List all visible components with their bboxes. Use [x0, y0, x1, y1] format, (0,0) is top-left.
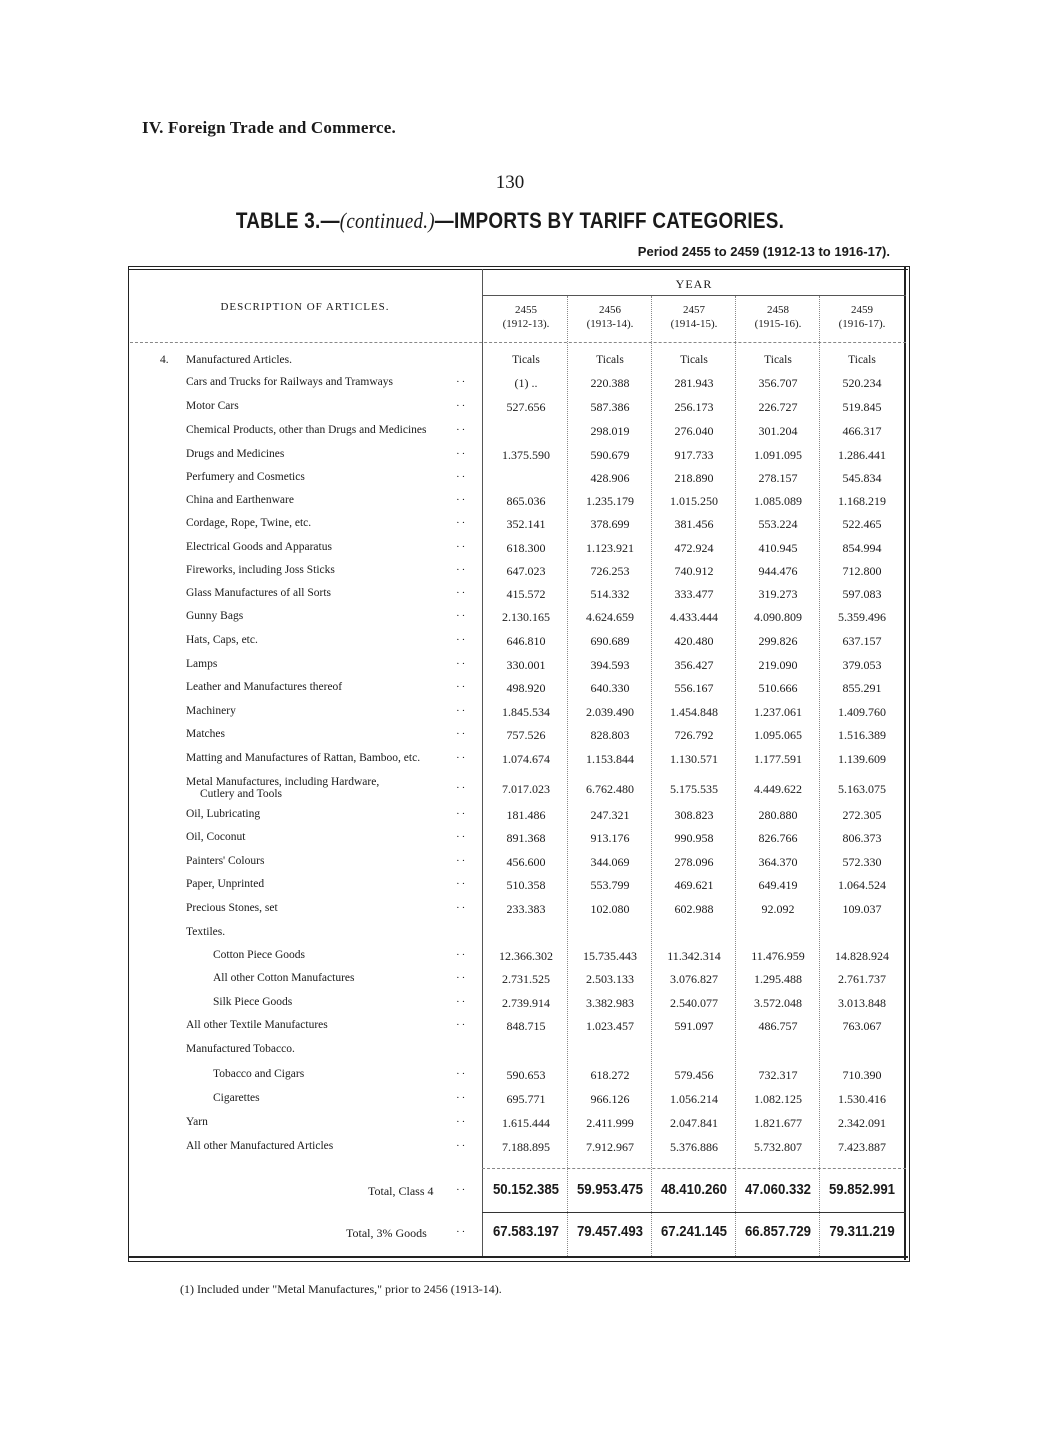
cell-value: 11.476.959 [751, 949, 805, 963]
cell-value: 415.572 [506, 587, 546, 601]
row-label: All other Cotton Manufactures [213, 972, 355, 984]
cell-value: 618.300 [506, 541, 546, 555]
cell-value: 7.188.895 [502, 1140, 550, 1154]
cell-value: 308.823 [674, 808, 714, 822]
cell-value: 966.126 [590, 1092, 630, 1106]
row-label: Motor Cars [186, 400, 239, 412]
cell-value: 1.295.488 [754, 972, 802, 986]
total-goods-value: 67.241.145 [660, 1223, 728, 1240]
cell-value: 14.828.924 [835, 949, 889, 963]
cell-value: 579.456 [674, 1068, 714, 1082]
cell-value: 826.766 [758, 831, 798, 845]
cell-value: 1.168.219 [838, 494, 886, 508]
leader-dots: ·· [456, 658, 468, 670]
cell-value: 256.173 [674, 400, 714, 414]
year-header: YEAR [675, 277, 713, 291]
cell-value: 587.386 [590, 400, 630, 414]
title-italic: (continued.) [339, 208, 435, 233]
cell-value: 428.906 [590, 471, 630, 485]
year-be: 2458 [767, 304, 789, 316]
leader-dots: ·· [456, 1116, 468, 1128]
leader-dots: ·· [456, 831, 468, 843]
cell-value: 527.656 [506, 400, 546, 414]
cell-value: 522.465 [842, 517, 882, 531]
cell-value: (1) .. [514, 376, 538, 390]
cell-value: 15.735.443 [583, 949, 637, 963]
row-label: Chemical Products, other than Drugs and Medicines [186, 424, 427, 436]
year-column-header [568, 303, 652, 331]
leader-dots: ·· [456, 448, 468, 460]
cell-value: 109.037 [842, 902, 882, 916]
year-ce: (1914-15). [670, 318, 718, 330]
cell-value: 356.707 [758, 376, 798, 390]
cell-value: 726.253 [590, 564, 630, 578]
total-goods-value: 66.857.729 [744, 1223, 812, 1240]
year-column-header [820, 303, 904, 331]
cell-value: 276.040 [674, 424, 714, 438]
cell-value: 1.064.524 [838, 878, 886, 892]
row-label: All other Manufactured Articles [186, 1140, 334, 1152]
leader-dots: ·· [456, 541, 468, 553]
cell-value: 5.163.075 [838, 782, 886, 796]
column-divider [651, 296, 652, 1256]
cell-value: 2.503.133 [586, 972, 634, 986]
leader-dots: ·· [456, 1140, 468, 1152]
leader-dots: ·· [456, 376, 468, 388]
cell-value: 233.383 [506, 902, 546, 916]
total-class-value: 47.060.332 [744, 1181, 812, 1198]
cell-value: 1.082.125 [754, 1092, 802, 1106]
cell-value: 590.653 [506, 1068, 546, 1082]
row-label: Cigarettes [213, 1092, 260, 1104]
header-rule [130, 342, 906, 343]
cell-value: 597.083 [842, 587, 882, 601]
leader-dots: ·· [456, 424, 468, 436]
total-class-value: 48.410.260 [660, 1181, 728, 1198]
cell-value: 763.067 [842, 1019, 882, 1033]
row-label: Drugs and Medicines [186, 448, 285, 460]
leader-dots: ·· [456, 564, 468, 576]
cell-value: 278.096 [674, 855, 714, 869]
leader-dots: ·· [456, 855, 468, 867]
footnote: (1) Included under "Metal Manufactures," prior to 2456 (1913-14). [180, 1282, 502, 1296]
leader-dots: ·· [456, 949, 468, 961]
leader-dots: ·· [456, 494, 468, 506]
cell-value: 5.376.886 [670, 1140, 718, 1154]
cell-value: 456.600 [506, 855, 546, 869]
leader-dots: ·· [456, 1092, 468, 1104]
cell-value: 394.593 [590, 658, 630, 672]
cell-value: 5.175.535 [670, 782, 718, 796]
cell-value: 590.679 [590, 448, 630, 462]
cell-value: 913.176 [590, 831, 630, 845]
total-goods-value: 79.457.493 [576, 1223, 644, 1240]
table-title [71, 208, 948, 234]
cell-value: 510.666 [758, 681, 798, 695]
cell-value: 3.382.983 [586, 996, 634, 1010]
row-label: Perfumery and Cosmetics [186, 471, 305, 483]
cell-value: 553.224 [758, 517, 798, 531]
unit-label: Ticals [512, 354, 540, 366]
leader-dots: ·· [456, 517, 468, 529]
title-prefix: TABLE 3.— [235, 208, 340, 233]
section-title: Manufactured Articles. [186, 354, 293, 366]
cell-value: 2.047.841 [670, 1116, 718, 1130]
cell-value: 855.291 [842, 681, 882, 695]
row-label: Electrical Goods and Apparatus [186, 541, 332, 553]
row-label: Precious Stones, set [186, 902, 278, 914]
cell-value: 466.317 [842, 424, 882, 438]
cell-value: 806.373 [842, 831, 882, 845]
cell-value: 299.826 [758, 634, 798, 648]
cell-value: 12.366.302 [499, 949, 553, 963]
cell-value: 381.456 [674, 517, 714, 531]
cell-value: 1.074.674 [502, 752, 550, 766]
description-header: DESCRIPTION OF ARTICLES. [220, 301, 390, 313]
cell-value: 378.699 [590, 517, 630, 531]
cell-value: 7.912.967 [586, 1140, 634, 1154]
cell-value: 553.799 [590, 878, 630, 892]
cell-value: 602.988 [674, 902, 714, 916]
total-goods-label: Total, 3% Goods [346, 1226, 427, 1240]
cell-value: 990.958 [674, 831, 714, 845]
subsection-heading: Textiles. [186, 926, 226, 938]
leader-dots: ·· [456, 1226, 468, 1238]
cell-value: 520.234 [842, 376, 882, 390]
row-label: Paper, Unprinted [186, 878, 265, 890]
leader-dots: ·· [456, 1184, 468, 1196]
year-ce: (1915-16). [754, 318, 802, 330]
leader-dots: ·· [456, 400, 468, 412]
cell-value: 352.141 [506, 517, 546, 531]
column-divider [482, 269, 483, 1256]
unit-label: Ticals [764, 354, 792, 366]
cell-value: 1.530.416 [838, 1092, 886, 1106]
cell-value: 280.880 [758, 808, 798, 822]
cell-value: 272.305 [842, 808, 882, 822]
cell-value: 545.834 [842, 471, 882, 485]
cell-value: 344.069 [590, 855, 630, 869]
cell-value: 486.757 [758, 1019, 798, 1033]
cell-value: 572.330 [842, 855, 882, 869]
cell-value: 649.419 [758, 878, 798, 892]
cell-value: 865.036 [506, 494, 546, 508]
cell-value: 247.321 [590, 808, 630, 822]
column-divider [819, 296, 820, 1256]
cell-value: 514.332 [590, 587, 630, 601]
year-column-header [484, 303, 568, 331]
cell-value: 364.370 [758, 855, 798, 869]
cell-value: 690.689 [590, 634, 630, 648]
cell-value: 220.388 [590, 376, 630, 390]
unit-label: Ticals [680, 354, 708, 366]
cell-value: 710.390 [842, 1068, 882, 1082]
cell-value: 226.727 [758, 400, 798, 414]
row-label: Cars and Trucks for Railways and Tramways [186, 376, 393, 388]
cell-value: 410.945 [758, 541, 798, 555]
leader-dots: ·· [456, 782, 468, 794]
year-be: 2455 [515, 304, 537, 316]
cell-value: 7.423.887 [838, 1140, 886, 1154]
row-label: Glass Manufactures of all Sorts [186, 587, 331, 599]
cell-value: 1.015.250 [670, 494, 718, 508]
cell-value: 1.375.590 [502, 448, 550, 462]
cell-value: 1.821.677 [754, 1116, 802, 1130]
row-label: Gunny Bags [186, 610, 244, 622]
cell-value: 712.800 [842, 564, 882, 578]
cell-value: 2.761.737 [838, 972, 886, 986]
cell-value: 469.621 [674, 878, 714, 892]
cell-value: 1.237.061 [754, 705, 802, 719]
cell-value: 1.056.214 [670, 1092, 718, 1106]
cell-value: 1.845.534 [502, 705, 550, 719]
row-label: Oil, Lubricating [186, 808, 261, 820]
leader-dots: ·· [456, 1019, 468, 1031]
cell-value: 944.476 [758, 564, 798, 578]
period-subtitle: Period 2455 to 2459 (1912-13 to 1916-17). [637, 244, 890, 259]
row-label: All other Textile Manufactures [186, 1019, 328, 1031]
leader-dots: ·· [456, 728, 468, 740]
cell-value: 4.449.622 [754, 782, 802, 796]
row-label: Fireworks, including Joss Sticks [186, 564, 335, 576]
cell-value: 1.177.591 [754, 752, 802, 766]
total-class-label: Total, Class 4 [368, 1184, 434, 1198]
cell-value: 278.157 [758, 471, 798, 485]
leader-dots: ·· [456, 634, 468, 646]
leader-dots: ·· [456, 972, 468, 984]
cell-value: 6.762.480 [586, 782, 634, 796]
cell-value: 11.342.314 [667, 949, 721, 963]
row-label: Tobacco and Cigars [213, 1068, 305, 1080]
total-rule [482, 1168, 906, 1169]
cell-value: 917.733 [674, 448, 714, 462]
row-label: Metal Manufactures, including Hardware, [186, 776, 380, 788]
cell-value: 3.572.048 [754, 996, 802, 1010]
cell-value: 591.097 [674, 1019, 714, 1033]
cell-value: 472.924 [674, 541, 714, 555]
leader-dots: ·· [456, 878, 468, 890]
cell-value: 618.272 [590, 1068, 630, 1082]
section-number: 4. [160, 354, 169, 366]
cell-value: 219.090 [758, 658, 798, 672]
table-rule [128, 1256, 908, 1258]
total-class-value: 50.152.385 [492, 1181, 560, 1198]
leader-dots: ·· [456, 681, 468, 693]
cell-value: 498.920 [506, 681, 546, 695]
leader-dots: ·· [456, 752, 468, 764]
cell-value: 301.204 [758, 424, 798, 438]
cell-value: 1.286.441 [838, 448, 886, 462]
cell-value: 646.810 [506, 634, 546, 648]
cell-value: 420.480 [674, 634, 714, 648]
cell-value: 640.330 [590, 681, 630, 695]
cell-value: 2.411.999 [586, 1116, 634, 1130]
total-goods-value: 67.583.197 [492, 1223, 560, 1240]
year-column-header [736, 303, 820, 331]
cell-value: 2.039.490 [586, 705, 634, 719]
cell-value: 891.368 [506, 831, 546, 845]
cell-value: 3.013.848 [838, 996, 886, 1010]
column-divider [567, 296, 568, 1256]
cell-value: 92.092 [761, 902, 795, 916]
row-label: Oil, Coconut [186, 831, 246, 843]
title-suffix: —IMPORTS BY TARIFF CATEGORIES. [434, 208, 785, 233]
cell-value: 218.890 [674, 471, 714, 485]
year-ce: (1916-17). [838, 318, 886, 330]
year-rule [482, 295, 906, 296]
year-be: 2457 [683, 304, 705, 316]
cell-value: 3.076.827 [670, 972, 718, 986]
cell-value: 5.732.807 [754, 1140, 802, 1154]
cell-value: 1.023.457 [586, 1019, 634, 1033]
table-rule [128, 269, 908, 270]
cell-value: 281.943 [674, 376, 714, 390]
cell-value: 379.053 [842, 658, 882, 672]
cell-value: 740.912 [674, 564, 714, 578]
year-be: 2459 [851, 304, 873, 316]
row-label: Leather and Manufactures thereof [186, 681, 343, 693]
cell-value: 1.123.921 [586, 541, 634, 555]
cell-value: 1.454.848 [670, 705, 718, 719]
cell-value: 1.130.571 [670, 752, 718, 766]
row-label: Painters' Colours [186, 855, 265, 867]
cell-value: 298.019 [590, 424, 630, 438]
cell-value: 1.409.760 [838, 705, 886, 719]
cell-value: 828.803 [590, 728, 630, 742]
leader-dots: ·· [456, 705, 468, 717]
cell-value: 556.167 [674, 681, 714, 695]
cell-value: 7.017.023 [502, 782, 550, 796]
cell-value: 356.427 [674, 658, 714, 672]
cell-value: 1.139.609 [838, 752, 886, 766]
cell-value: 319.273 [758, 587, 798, 601]
cell-value: 726.792 [674, 728, 714, 742]
cell-value: 1.095.065 [754, 728, 802, 742]
cell-value: 4.624.659 [586, 610, 634, 624]
row-label: Cotton Piece Goods [213, 949, 305, 961]
leader-dots: ·· [456, 1068, 468, 1080]
subsection-heading: Manufactured Tobacco. [186, 1043, 295, 1055]
cell-value: 2.342.091 [838, 1116, 886, 1130]
leader-dots: ·· [456, 610, 468, 622]
year-column-header [652, 303, 736, 331]
total-class-value: 59.953.475 [576, 1181, 644, 1198]
row-label-continued: Cutlery and Tools [200, 788, 283, 800]
row-label: Machinery [186, 705, 236, 717]
cell-value: 333.477 [674, 587, 714, 601]
cell-value: 102.080 [590, 902, 630, 916]
cell-value: 1.091.095 [754, 448, 802, 462]
cell-value: 330.001 [506, 658, 546, 672]
leader-dots: ·· [456, 471, 468, 483]
total-class-value: 59.852.991 [828, 1181, 896, 1198]
leader-dots: ·· [456, 808, 468, 820]
cell-value: 1.235.179 [586, 494, 634, 508]
cell-value: 1.153.844 [586, 752, 634, 766]
cell-value: 181.486 [506, 808, 546, 822]
cell-value: 2.130.165 [502, 610, 550, 624]
cell-value: 637.157 [842, 634, 882, 648]
cell-value: 647.023 [506, 564, 546, 578]
cell-value: 4.433.444 [670, 610, 718, 624]
cell-value: 2.540.077 [670, 996, 718, 1010]
unit-label: Ticals [596, 354, 624, 366]
year-be: 2456 [599, 304, 621, 316]
cell-value: 510.358 [506, 878, 546, 892]
total-goods-value: 79.311.219 [829, 1223, 895, 1240]
cell-value: 1.615.444 [502, 1116, 550, 1130]
row-label: Lamps [186, 658, 218, 670]
row-label: Yarn [186, 1116, 208, 1128]
leader-dots: ·· [456, 902, 468, 914]
section-header: IV. Foreign Trade and Commerce. [142, 118, 396, 137]
column-divider [735, 296, 736, 1256]
row-label: Hats, Caps, etc. [186, 634, 258, 646]
cell-value: 732.317 [758, 1068, 798, 1082]
table-rule [904, 266, 906, 1260]
row-label: Silk Piece Goods [213, 996, 293, 1008]
cell-value: 2.731.525 [502, 972, 550, 986]
row-label: China and Earthenware [186, 494, 294, 506]
year-ce: (1913-14). [586, 318, 634, 330]
cell-value: 4.090.809 [754, 610, 802, 624]
year-ce: (1912-13). [502, 318, 550, 330]
cell-value: 1.085.089 [754, 494, 802, 508]
cell-value: 854.994 [842, 541, 882, 555]
unit-label: Ticals [848, 354, 876, 366]
cell-value: 848.715 [506, 1019, 546, 1033]
cell-value: 519.845 [842, 400, 882, 414]
leader-dots: ·· [456, 587, 468, 599]
row-label: Matting and Manufactures of Rattan, Bamboo, etc. [186, 752, 421, 764]
cell-value: 695.771 [506, 1092, 546, 1106]
leader-dots: ·· [456, 996, 468, 1008]
total-rule [482, 1212, 906, 1213]
page-number: 130 [495, 172, 525, 193]
row-label: Matches [186, 728, 225, 740]
cell-value: 2.739.914 [502, 996, 550, 1010]
row-label: Cordage, Rope, Twine, etc. [186, 517, 312, 529]
cell-value: 5.359.496 [838, 610, 886, 624]
cell-value: 757.526 [506, 728, 546, 742]
cell-value: 1.516.389 [838, 728, 886, 742]
